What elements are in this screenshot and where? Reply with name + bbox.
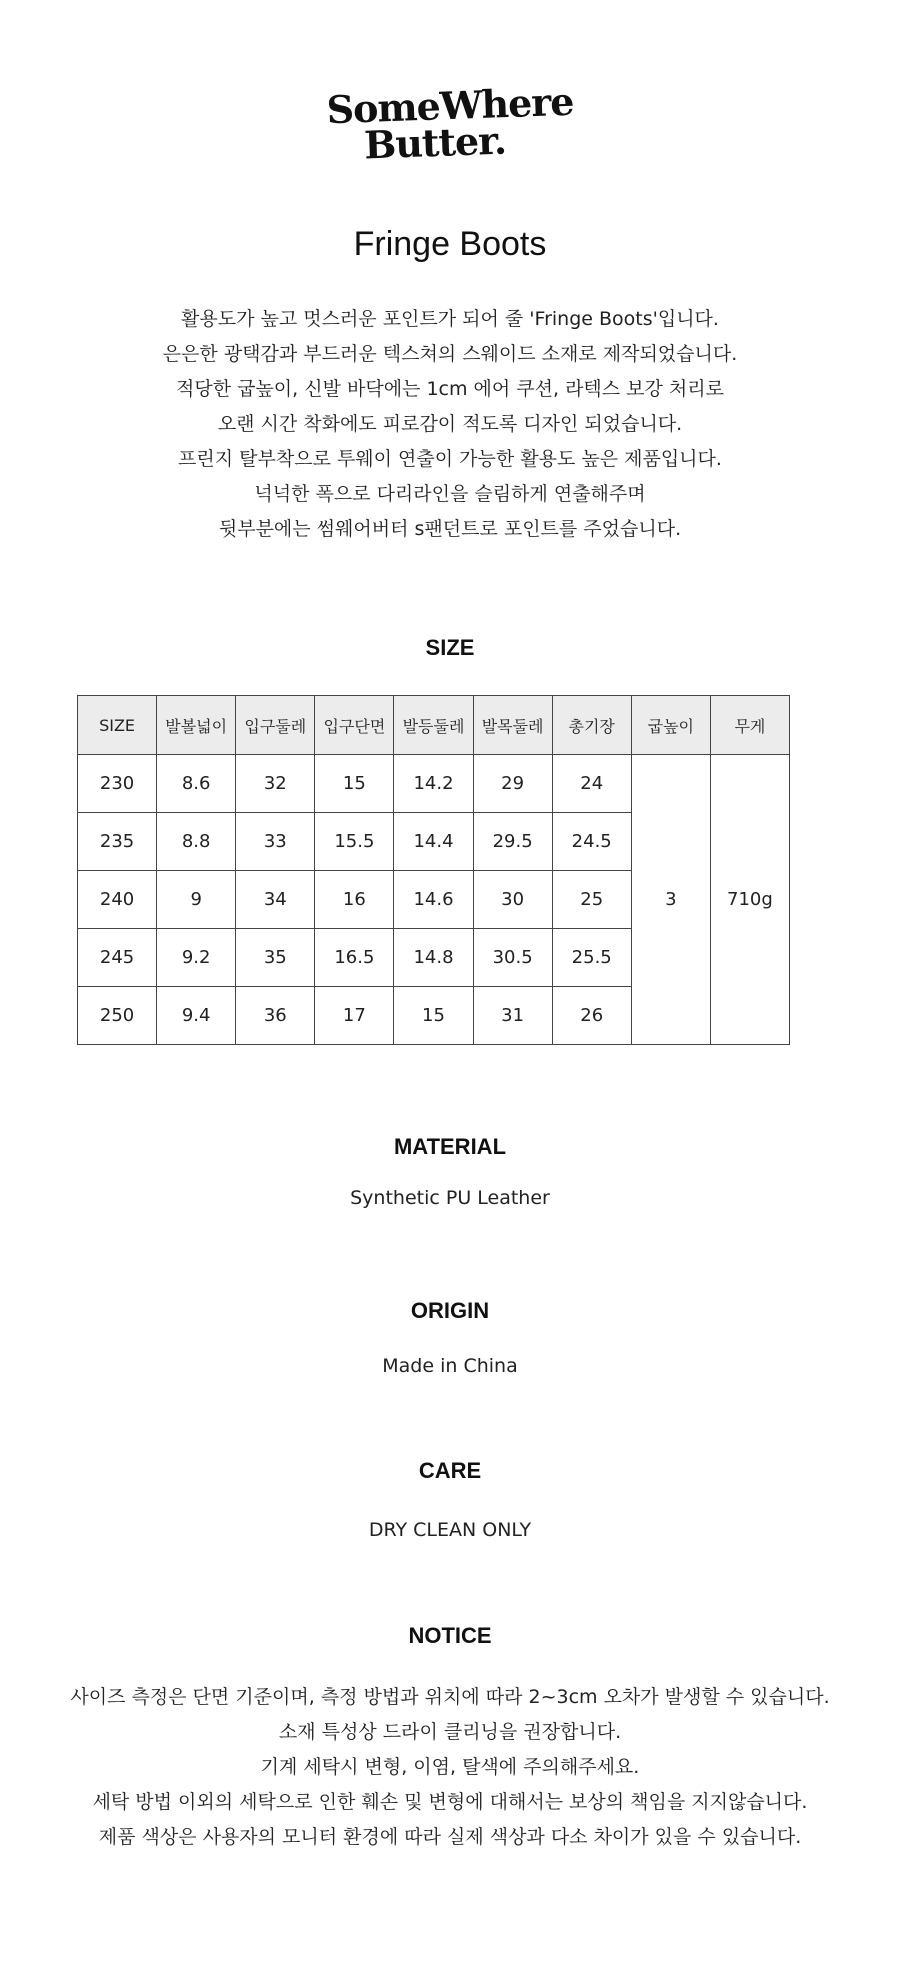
table-cell: 16.5 bbox=[315, 929, 394, 987]
table-header-cell: 발목둘레 bbox=[473, 696, 552, 755]
notice-section-title: NOTICE bbox=[408, 1623, 492, 1648]
table-cell: 24.5 bbox=[552, 813, 631, 871]
origin-section-title: ORIGIN bbox=[410, 1298, 490, 1323]
table-cell: 34 bbox=[236, 871, 315, 929]
size-section-title: SIZE bbox=[425, 635, 475, 660]
heel-height-cell: 3 bbox=[631, 755, 710, 1045]
table-cell: 8.6 bbox=[157, 755, 236, 813]
table-cell: 32 bbox=[236, 755, 315, 813]
notice-line: 사이즈 측정은 단면 기준이며, 측정 방법과 위치에 따라 2~3cm 오차가 발생할 수 있습니다. bbox=[70, 1686, 830, 1708]
weight-cell: 710g bbox=[710, 755, 789, 1045]
material-value: Synthetic PU Leather bbox=[350, 1187, 550, 1209]
care-value: DRY CLEAN ONLY bbox=[368, 1519, 532, 1541]
description-line: 넉넉한 폭으로 다리라인을 슬림하게 연출해주며 bbox=[254, 483, 646, 505]
table-header-cell: 발등둘레 bbox=[394, 696, 473, 755]
table-cell: 17 bbox=[315, 987, 394, 1045]
table-cell: 15 bbox=[394, 987, 473, 1045]
table-cell: 30 bbox=[473, 871, 552, 929]
table-header-cell: SIZE bbox=[78, 696, 157, 755]
table-cell: 15 bbox=[315, 755, 394, 813]
table-cell: 14.2 bbox=[394, 755, 473, 813]
notice-line: 소재 특성상 드라이 클리닝을 권장합니다. bbox=[278, 1721, 622, 1743]
table-header-cell: 굽높이 bbox=[631, 696, 710, 755]
table-cell: 240 bbox=[78, 871, 157, 929]
table-header-cell: 발볼넓이 bbox=[157, 696, 236, 755]
notice-line: 세탁 방법 이외의 세탁으로 인한 훼손 및 변형에 대해서는 보상의 책임을 지지않습니다. bbox=[92, 1791, 808, 1813]
table-cell: 250 bbox=[78, 987, 157, 1045]
description-line: 프린지 탈부착으로 투웨이 연출이 가능한 활용도 높은 제품입니다. bbox=[178, 448, 722, 470]
table-cell: 31 bbox=[473, 987, 552, 1045]
table-cell: 24 bbox=[552, 755, 631, 813]
table-cell: 25.5 bbox=[552, 929, 631, 987]
table-header-cell: 무게 bbox=[710, 696, 789, 755]
table-header-row bbox=[78, 696, 790, 755]
table-cell: 14.4 bbox=[394, 813, 473, 871]
brand-logo-line1: SomeWhere bbox=[325, 78, 575, 133]
size-table bbox=[77, 695, 790, 1045]
table-cell: 36 bbox=[236, 987, 315, 1045]
brand-logo-line2: Butter. bbox=[363, 117, 507, 168]
notice-line: 제품 색상은 사용자의 모니터 환경에 따라 실제 색상과 다소 차이가 있을 수 있습니다. bbox=[98, 1826, 802, 1848]
table-cell: 8.8 bbox=[157, 813, 236, 871]
table-cell: 16 bbox=[315, 871, 394, 929]
notice-text bbox=[0, 1680, 900, 1855]
table-cell: 29.5 bbox=[473, 813, 552, 871]
description-line: 활용도가 높고 멋스러운 포인트가 되어 줄 'Fringe Boots'입니다. bbox=[181, 308, 719, 330]
table-cell: 25 bbox=[552, 871, 631, 929]
table-cell: 230 bbox=[78, 755, 157, 813]
table-cell: 9.4 bbox=[157, 987, 236, 1045]
origin-value: Made in China bbox=[382, 1355, 518, 1377]
table-header-cell: 입구단면 bbox=[315, 696, 394, 755]
description-line: 오랜 시간 착화에도 피로감이 적도록 디자인 되었습니다. bbox=[217, 413, 683, 435]
table-cell: 9.2 bbox=[157, 929, 236, 987]
table-cell: 245 bbox=[78, 929, 157, 987]
description-line: 적당한 굽높이, 신발 바닥에는 1cm 에어 쿠션, 라텍스 보강 처리로 bbox=[176, 378, 724, 400]
table-cell: 14.6 bbox=[394, 871, 473, 929]
table-row bbox=[78, 755, 790, 813]
table-cell: 15.5 bbox=[315, 813, 394, 871]
material-section-title: MATERIAL bbox=[393, 1134, 507, 1159]
table-cell: 30.5 bbox=[473, 929, 552, 987]
table-header-cell: 입구둘레 bbox=[236, 696, 315, 755]
notice-line: 기계 세탁시 변형, 이염, 탈색에 주의해주세요. bbox=[260, 1756, 640, 1778]
brand-logo bbox=[0, 78, 900, 168]
table-cell: 29 bbox=[473, 755, 552, 813]
table-cell: 26 bbox=[552, 987, 631, 1045]
product-description bbox=[0, 302, 900, 547]
product-title: Fringe Boots bbox=[353, 225, 547, 263]
table-cell: 235 bbox=[78, 813, 157, 871]
table-cell: 9 bbox=[157, 871, 236, 929]
table-cell: 35 bbox=[236, 929, 315, 987]
description-line: 뒷부분에는 썸웨어버터 s팬던트로 포인트를 주었습니다. bbox=[218, 518, 682, 540]
table-header-cell: 총기장 bbox=[552, 696, 631, 755]
table-cell: 33 bbox=[236, 813, 315, 871]
care-section-title: CARE bbox=[418, 1458, 482, 1483]
description-line: 은은한 광택감과 부드러운 텍스쳐의 스웨이드 소재로 제작되었습니다. bbox=[162, 343, 738, 365]
table-cell: 14.8 bbox=[394, 929, 473, 987]
